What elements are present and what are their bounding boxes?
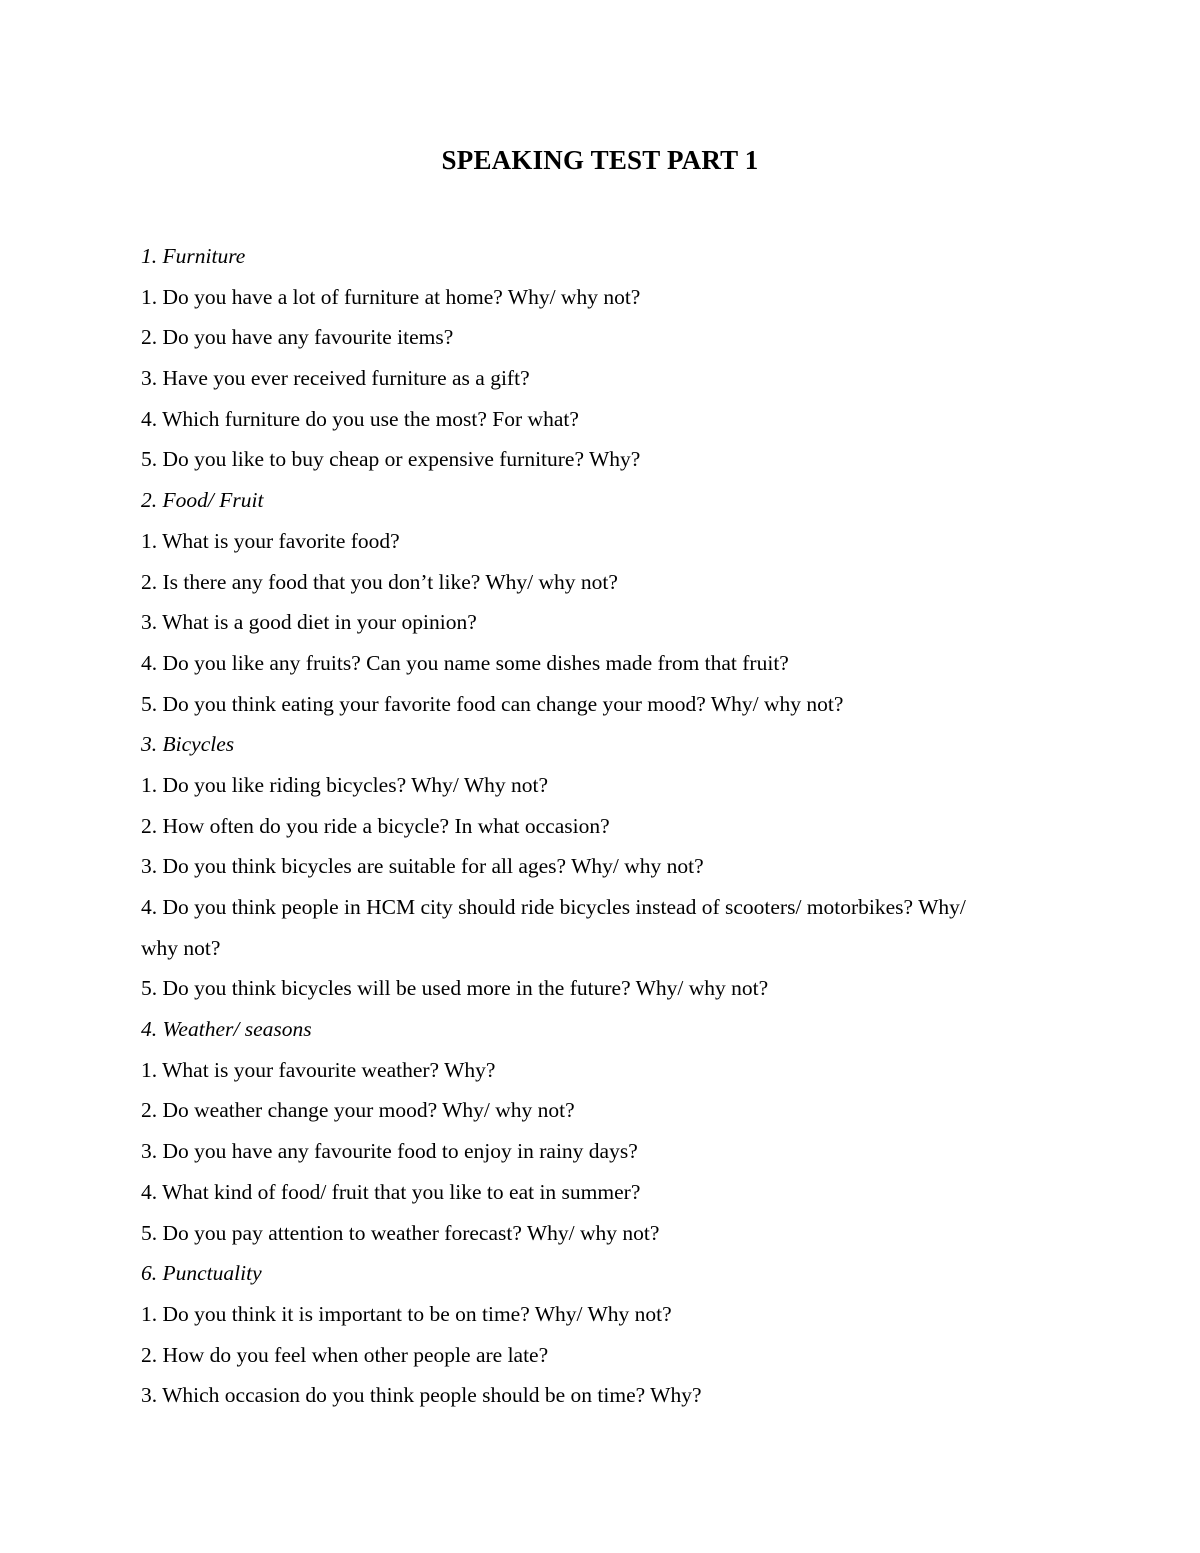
- question-line: 5. Do you think eating your favorite food can change your mood? Why/ why not?: [141, 691, 844, 716]
- question-line: 4. Do you think people in HCM city should ride bicycles instead of scooters/ motorbikes? Why/: [141, 895, 966, 919]
- question-line: 5. Do you like to buy cheap or expensive furniture? Why?: [141, 447, 641, 472]
- question-line: 3. Which occasion do you think people should be on time? Why?: [141, 1383, 702, 1408]
- question-line: 5. Do you pay attention to weather forecast? Why/ why not?: [141, 1220, 660, 1245]
- question-line: 1. What is your favourite weather? Why?: [141, 1057, 496, 1082]
- section-heading: 4. Weather/ seasons: [141, 1017, 312, 1042]
- question-line: 5. Do you think bicycles will be used more in the future? Why/ why not?: [141, 976, 769, 1001]
- question-line: 4. Do you like any fruits? Can you name some dishes made from that fruit?: [141, 650, 789, 675]
- section-heading: 2. Food/ Fruit: [141, 488, 264, 513]
- question-line: why not?: [141, 935, 221, 960]
- section-heading: 3. Bicycles: [141, 732, 235, 757]
- question-line: 2. How often do you ride a bicycle? In what occasion?: [141, 813, 610, 838]
- question-line: 4. Which furniture do you use the most? For what?: [141, 406, 579, 431]
- section-heading: 6. Punctuality: [141, 1261, 262, 1286]
- question-line: 1. What is your favorite food?: [141, 528, 400, 553]
- question-line: 1. Do you have a lot of furniture at home? Why/ why not?: [141, 284, 641, 309]
- question-line: 4. What kind of food/ fruit that you like to eat in summer?: [141, 1179, 641, 1204]
- question-line: 3. Have you ever received furniture as a gift?: [141, 366, 530, 391]
- question-line: 3. Do you think bicycles are suitable for all ages? Why/ why not?: [141, 854, 704, 879]
- question-line: 3. What is a good diet in your opinion?: [141, 610, 477, 635]
- question-list: [141, 236, 1061, 1416]
- question-line: 2. Is there any food that you don’t like? Why/ why not?: [141, 569, 618, 594]
- question-line: 1. Do you think it is important to be on time? Why/ Why not?: [141, 1301, 672, 1326]
- question-line: 2. Do weather change your mood? Why/ why not?: [141, 1098, 575, 1123]
- page-title: SPEAKING TEST PART 1: [441, 145, 759, 175]
- question-line: 2. Do you have any favourite items?: [141, 325, 454, 350]
- question-line: 2. How do you feel when other people are late?: [141, 1342, 549, 1367]
- question-line: 1. Do you like riding bicycles? Why/ Why not?: [141, 772, 549, 797]
- section-heading: 1. Furniture: [141, 244, 246, 268]
- question-line: 3. Do you have any favourite food to enjoy in rainy days?: [141, 1139, 638, 1164]
